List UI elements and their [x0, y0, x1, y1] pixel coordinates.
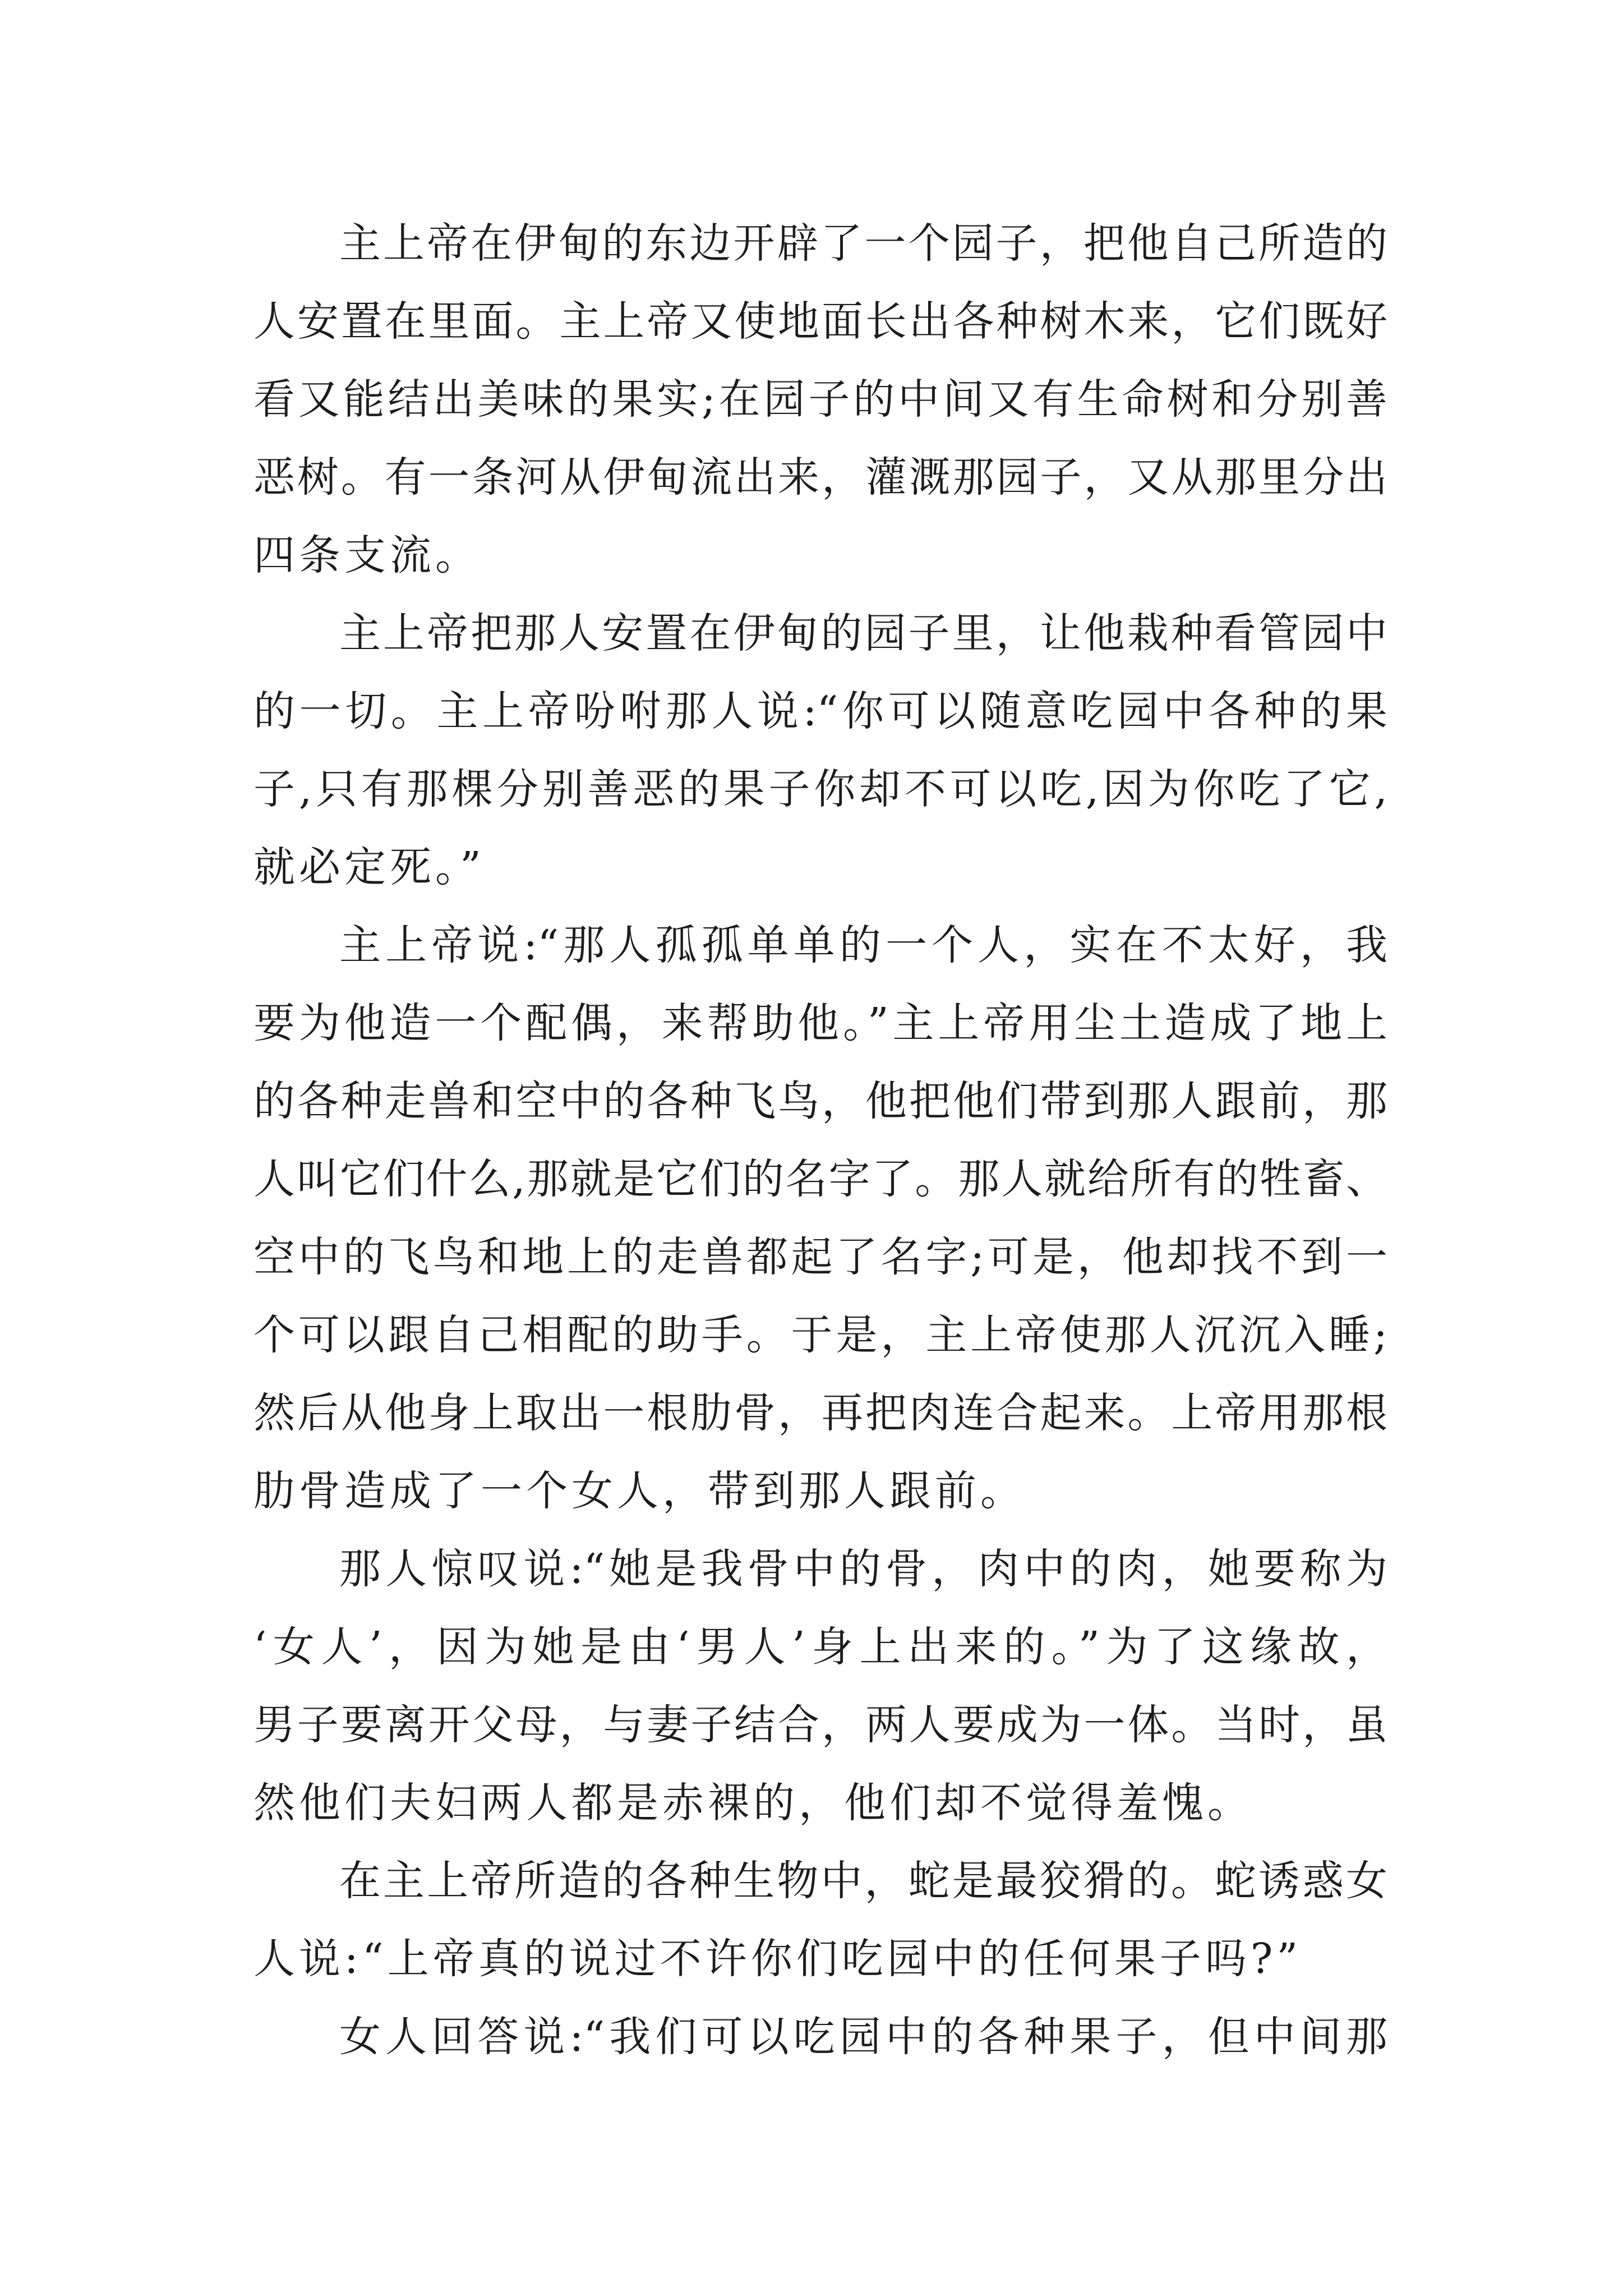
text-line: 女人回答说:“我们可以吃园中的各种果子，但中间那: [339, 2013, 1387, 2061]
text-line: 主上帝在伊甸的东边开辟了一个园子，把他自己所造的: [339, 219, 1387, 268]
text-line: 看又能结出美味的果实;在园子的中间又有生命树和分别善: [253, 375, 1387, 424]
text-line: 个可以跟自己相配的助手。于是，主上帝使那人沉沉入睡;: [253, 1311, 1387, 1359]
text-line: 人安置在里面。主上帝又使地面长出各种树木来，它们既好: [253, 297, 1387, 346]
text-line: 主上帝说:“那人孤孤单单的一个人，实在不太好，我: [339, 921, 1387, 969]
text-line: 的一切。主上帝吩咐那人说:“你可以随意吃园中各种的果: [253, 687, 1387, 735]
text-line: 的各种走兽和空中的各种飞鸟，他把他们带到那人跟前，那: [253, 1077, 1387, 1125]
text-line: 恶树。有一条河从伊甸流出来，灌溉那园子，又从那里分出: [253, 453, 1387, 501]
text-line: 主上帝把那人安置在伊甸的园子里，让他栽种看管园中: [339, 609, 1387, 657]
text-line: 肋骨造成了一个女人，带到那人跟前。: [253, 1467, 1026, 1515]
text-line: 男子要离开父母，与妻子结合，两人要成为一体。当时，虽: [253, 1701, 1387, 1749]
text-line: 那人惊叹说:“她是我骨中的骨，肉中的肉，她要称为: [339, 1545, 1387, 1593]
text-line: 人叫它们什么,那就是它们的名字了。那人就给所有的牲畜、: [253, 1155, 1387, 1203]
text-line: 空中的飞鸟和地上的走兽都起了名字;可是，他却找不到一: [253, 1233, 1387, 1281]
text-line: ‘女人’，因为她是由‘男人’身上出来的。”为了这缘故，: [253, 1623, 1387, 1671]
text-line: 在主上帝所造的各种生物中，蛇是最狡猾的。蛇诱惑女: [339, 1857, 1387, 1905]
text-line: 然他们夫妇两人都是赤裸的，他们却不觉得羞愧。: [253, 1779, 1253, 1827]
text-line: 四条支流。: [253, 531, 481, 579]
text-line: 就必定死。”: [253, 843, 485, 891]
text-line: 要为他造一个配偶，来帮助他。”主上帝用尘土造成了地上: [253, 999, 1387, 1047]
text-line: 子,只有那棵分别善恶的果子你却不可以吃,因为你吃了它,: [253, 765, 1387, 813]
text-line: 人说:“上帝真的说过不许你们吃园中的任何果子吗?”: [253, 1935, 1302, 1983]
text-line: 然后从他身上取出一根肋骨，再把肉连合起来。上帝用那根: [253, 1389, 1387, 1437]
